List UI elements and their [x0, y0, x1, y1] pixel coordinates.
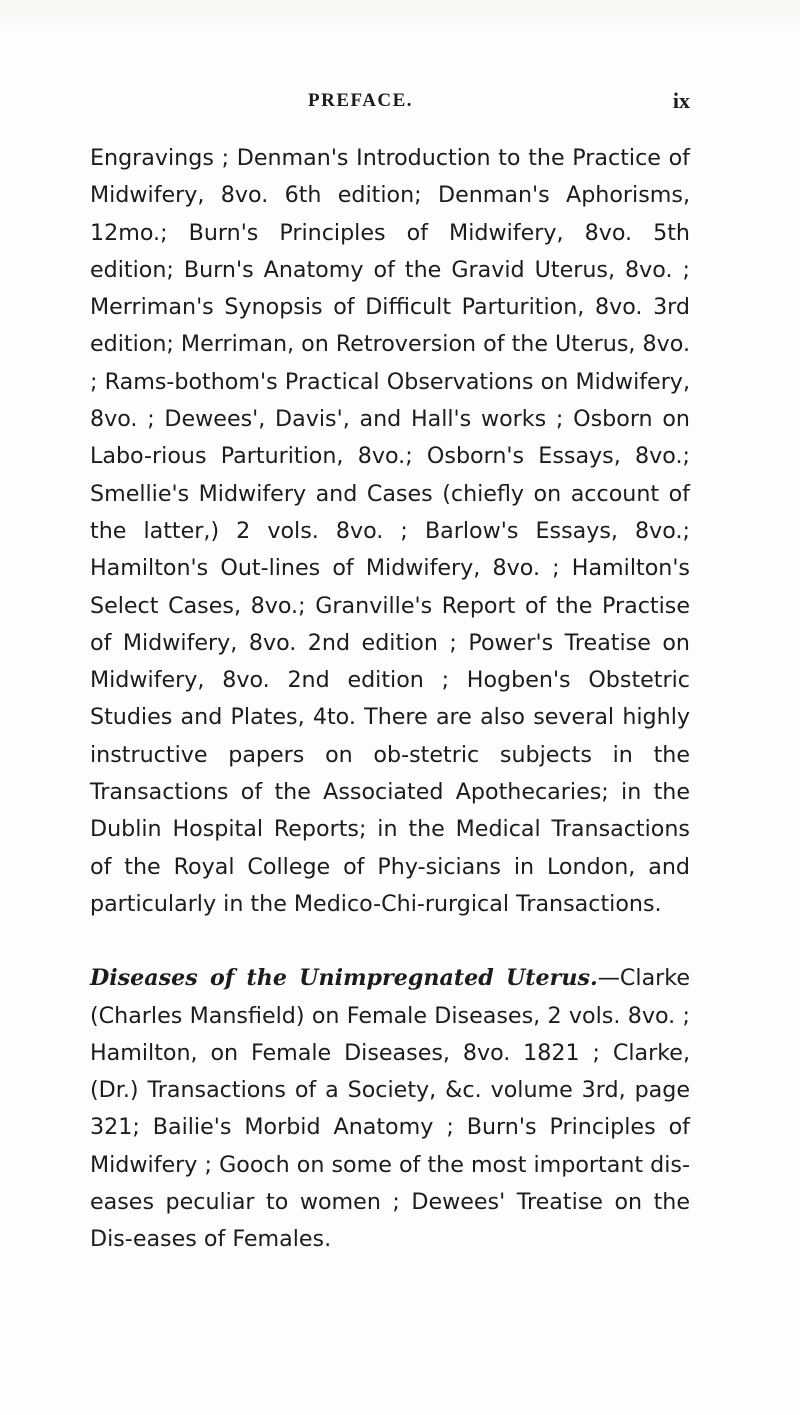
page-number: ix: [672, 88, 690, 113]
page-header: [90, 86, 690, 122]
section-title: Diseases of the Unimpregnated Uterus.: [90, 965, 598, 992]
scan-edge: [0, 0, 800, 30]
paragraph-text: —Clarke (Charles Mansfield) on Female Diseases, 2 vols. 8vo. ; Hamilton, on Female Diseases, 8vo. 1821 ; Clarke, (Dr.) Transactions of a Society, &c. volume 3rd, page 321; Bailie's Morbid Anatomy ; Burn's Principles of Midwifery ; Gooch on some of the most important dis-eases peculiar to women ; Dewees' Treatise on the Dis-eases of Females.: [90, 965, 690, 1253]
paragraph-text: Engravings ; Denman's Introduction to the Practice of Midwifery, 8vo. 6th edition; Denman's Aphorisms, 12mo.; Burn's Principles of Midwifery, 8vo. 5th edition; Burn's Anatomy of the Gravid Uterus, 8vo. ; Merriman's Synopsis of Difficult Parturition, 8vo. 3rd edition; Merriman, on Retroversion of the Uterus, 8vo. ; Rams-bothom's Practical Observations on Midwifery, 8vo. ; Dewees', Davis', and Hall's works ; Osborn on Labo-rious Parturition, 8vo.; Osborn's Essays, 8vo.; Smellie's Midwifery and Cases (chiefly on account of the latter,) 2 vols. 8vo. ; Barlow's Essays, 8vo.; Hamilton's Out-lines of Midwifery, 8vo. ; Hamilton's Select Cases, 8vo.; Granville's Report of the Practise of Midwifery, 8vo. 2nd edition ; Power's Treatise on Midwifery, 8vo. 2nd edition ; Hogben's Obstetric Studies and Plates, 4to. There are also several highly instructive papers on ob-stetric subjects in the Transactions of the Associated Apothecaries; in the Dublin Hospital Reports; in the Medical Transactions of the Royal College of Phy-sicians in London, and particularly in the Medico-Chi-rurgical Transactions.: [90, 145, 690, 917]
paragraph-unimpregnated-uterus: [90, 960, 690, 1258]
paragraph-bibliography: [90, 140, 690, 923]
body-text: [90, 140, 690, 1259]
running-title: PREFACE.: [308, 90, 414, 111]
